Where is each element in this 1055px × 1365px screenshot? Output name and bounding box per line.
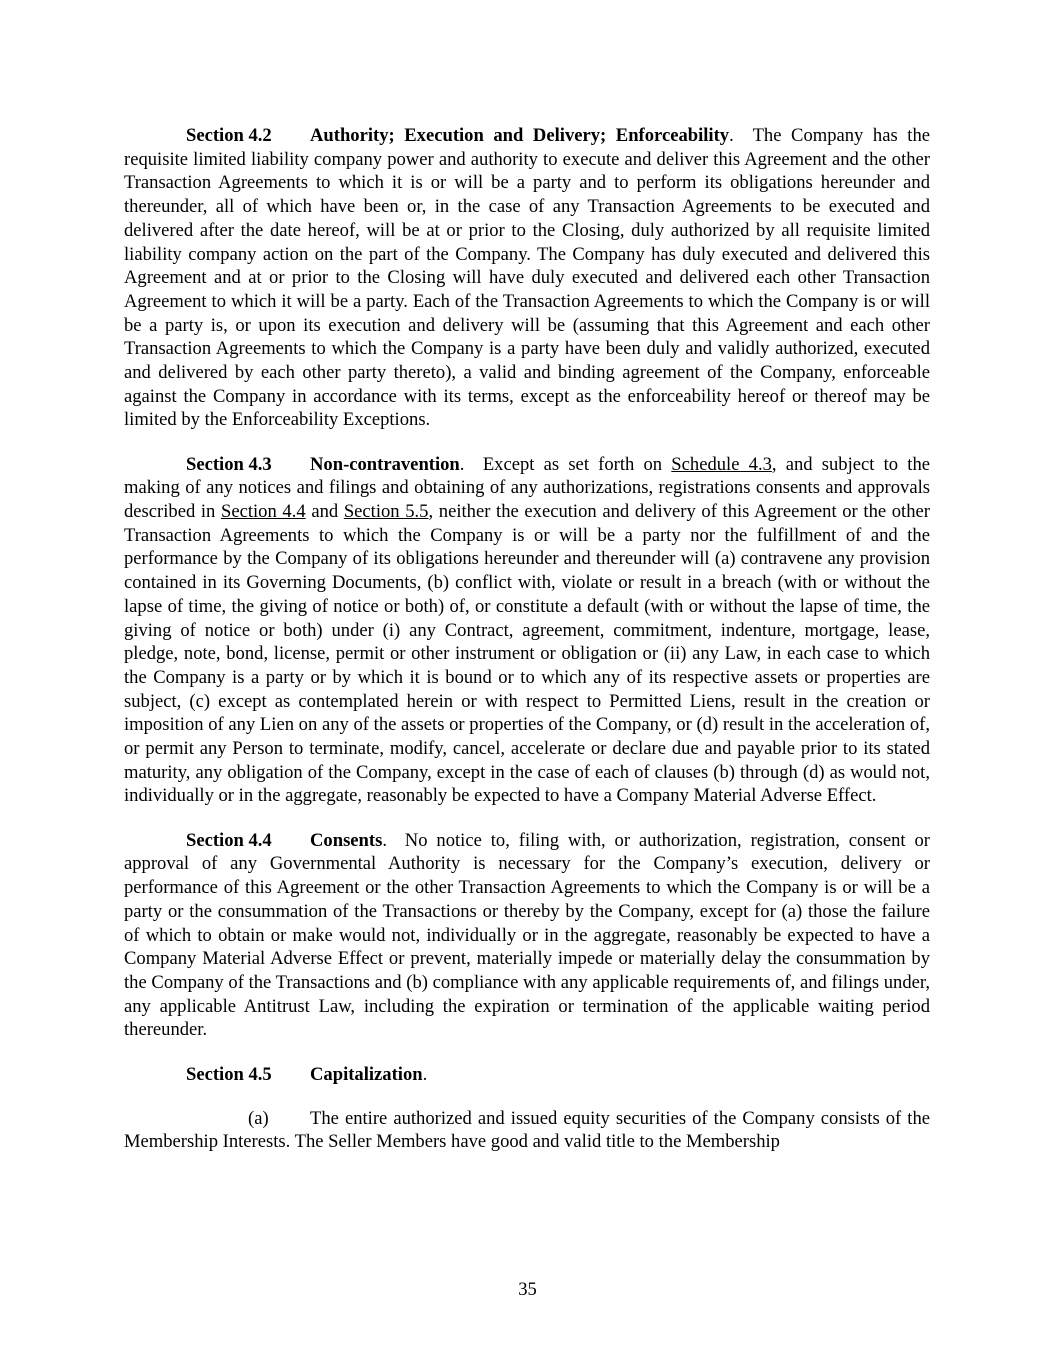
section-number: Section 4.4 (186, 829, 272, 851)
document-body (124, 124, 930, 1175)
section-number: Section 4.3 (186, 453, 272, 475)
section-4-3: Section 4.3 Non-contravention. Except as set forth on Schedule 4.3, and subject to the making of any notices and filings and obtaining of any authorizations, registrations consents and approvals described in Section 4.4 and Section 5.5, neither the execution and delivery of this Agreement or the other Transaction Agreements to which the Company is or will be a party nor the fulfillment of and the performance by the Company of its obligations hereunder and thereunder will (a) contravene any provision contained in its Governing Documents, (b) conflict with, violate or result in a breach (with or without the lapse of time, the giving of notice or both) of, or constitute a default (with or without the lapse of time, the giving of notice or both) under (i) any Contract, agreement, commitment, indenture, mortgage, lease, pledge, note, bond, license, permit or other instrument or obligation or (ii) any Law, in each case to which the Company is a party or by which it is bound or to which any of its respective assets or properties are subject, (c) except as contemplated herein or with respect to Permitted Liens, result in the creation or imposition of any Lien on any of the assets or properties of the Company, or (d) result in the acceleration of, or permit any Person to terminate, modify, cancel, accelerate or declare due and payable prior to its stated maturity, any obligation of the Company, except in the case of each of clauses (b) through (d) as would not, individually or in the aggregate, reasonably be expected to have a Company Material Adverse Effect. (124, 453, 931, 807)
section-title: Authority; Execution and Delivery; Enforceability (310, 125, 730, 146)
schedule-reference: Schedule 4.3 (671, 453, 772, 475)
section-number: Section 4.2 (186, 125, 272, 146)
section-text: Except as set forth on (482, 453, 672, 475)
subsection-a (124, 1107, 930, 1154)
section-number: Section 4.5 (186, 1063, 272, 1085)
section-title: Consents (310, 829, 383, 851)
section-title: Non-contravention (310, 453, 460, 475)
section-reference: Section 4.4 (221, 501, 306, 523)
section-text: The Company has the requisite limited liability company power and authority to execute and deliver this Agreement and the other Transaction Agreements to which it is or will be a party and to perform its obligations hereunder and thereunder, all of which have been or, in the case of any Transaction Agreements to be executed and delivered after the date hereof, will be at or prior to the Closing, duly authorized by all requisite limited liability company action on the part of the Company. The Company has duly executed and delivered this Agreement and at or prior to the Closing will have duly executed and delivered each other Transaction Agreement to which it will be a party. Each of the Transaction Agreements to which the Company is or will be a party is, or upon its execution and delivery will be (assuming that this Agreement and each other Transaction Agreements to which the Company is a party have been duly and validly authorized, executed and delivered by each other party thereto), a valid and binding agreement of the Company, enforceable against the Company in accordance with its terms, except as the enforceability hereof or thereof may be limited by the Enforceability Exceptions. (124, 125, 930, 431)
subsection-text: The entire authorized and issued equity securities of the Company consists of the Membership Interests. The Seller Members have good and valid title to the Membership (124, 1107, 930, 1153)
page-number: 35 (518, 1279, 537, 1300)
section-4-5: Section 4.5 Capitalization. (186, 1063, 428, 1085)
section-title: Capitalization (310, 1063, 423, 1085)
section-4-4: Section 4.4 Consents. No notice to, filing with, or authorization, registration, consent or approval of any Governmental Authority is necessary for the Company’s execution, delivery or performance of this Agreement or the other Transaction Agreements to which the Company is or will be a party or the consummation of the Transactions or thereby by the Company, except for (a) those the failure of which to obtain or make would not, individually or in the aggregate, reasonably be expected to have a Company Material Adverse Effect or prevent, materially impede or materially delay the consummation by the Company of the Transactions and (b) compliance with any applicable requirements of, and filings under, any applicable Antitrust Law, including the expiration or termination of the applicable waiting period thereunder. (124, 829, 930, 1041)
section-text: No notice to, filing with, or authorization, registration, consent or approval of any Governmental Authority is necessary for the Company’s execution, delivery or performance of this Agreement or the other Transaction Agreements to which the Company is or will be a party or the consummation of the Transactions or thereby by the Company, except for (a) those the failure of which to obtain or make would not, individually or in the aggregate, reasonably be expected to have a Company Material Adverse Effect or prevent, materially impede or materially delay the consummation by the Company of the Transactions and (b) compliance with any applicable requirements of, and filings under, any applicable Antitrust Law, including the expiration or termination of the applicable waiting period thereunder. (124, 829, 930, 1041)
section-reference: Section 5.5 (343, 501, 429, 523)
section-text: , neither the execution and delivery of this Agreement or the other Transaction Agreements to which the Company is or will be a party nor the fulfillment of and the performance by the Company of its obligations hereunder and thereunder will (a) contravene any provision contained in its Governing Documents, (b) conflict with, violate or result in a breach (with or without the lapse of time, the giving of notice or both) of, or constitute a default (with or without the lapse of time, the giving of notice or both) under (i) any Contract, agreement, commitment, indenture, mortgage, lease, pledge, note, bond, license, permit or other instrument or obligation or (ii) any Law, in each case to which the Company is a party or by which it is bound or to which any of its respective assets or properties are subject, (c) except as contemplated herein or with respect to Permitted Liens, result in the creation or imposition of any Lien on any of the assets or properties of the Company, or (d) result in the acceleration of, or permit any Person to terminate, modify, cancel, accelerate or declare due and payable prior to its stated maturity, any obligation of the Company, except in the case of each of clauses (b) through (d) as would not, individually or in the aggregate, reasonably be expected to have a Company Material Adverse Effect. (124, 501, 930, 807)
section-text: , and subject to the making of any notices and filings and obtaining of any authorizations, registrations consents and approvals described in (124, 453, 931, 523)
section-4-2: Section 4.2 Authority; Execution and Delivery; Enforceability. The Company has the requisite limited liability company power and authority to execute and deliver this Agreement and the other Transaction Agreements to which it is or will be a party and to perform its obligations hereunder and thereunder, all of which have been or, in the case of any Transaction Agreements to be executed and delivered after the date hereof, will be at or prior to the Closing, duly authorized by all requisite limited liability company action on the part of the Company. The Company has duly executed and delivered this Agreement and at or prior to the Closing will have duly executed and delivered each other Transaction Agreement to which it will be a party. Each of the Transaction Agreements to which the Company is or will be a party is, or upon its execution and delivery will be (assuming that this Agreement and each other Transaction Agreements to which the Company is a party have been duly and validly authorized, executed and delivered by each other party thereto), a valid and binding agreement of the Company, enforceable against the Company in accordance with its terms, except as the enforceability hereof or thereof may be limited by the Enforceability Exceptions. (124, 125, 930, 431)
section-text: and (305, 501, 344, 523)
subsection-label: (a) (248, 1107, 269, 1129)
